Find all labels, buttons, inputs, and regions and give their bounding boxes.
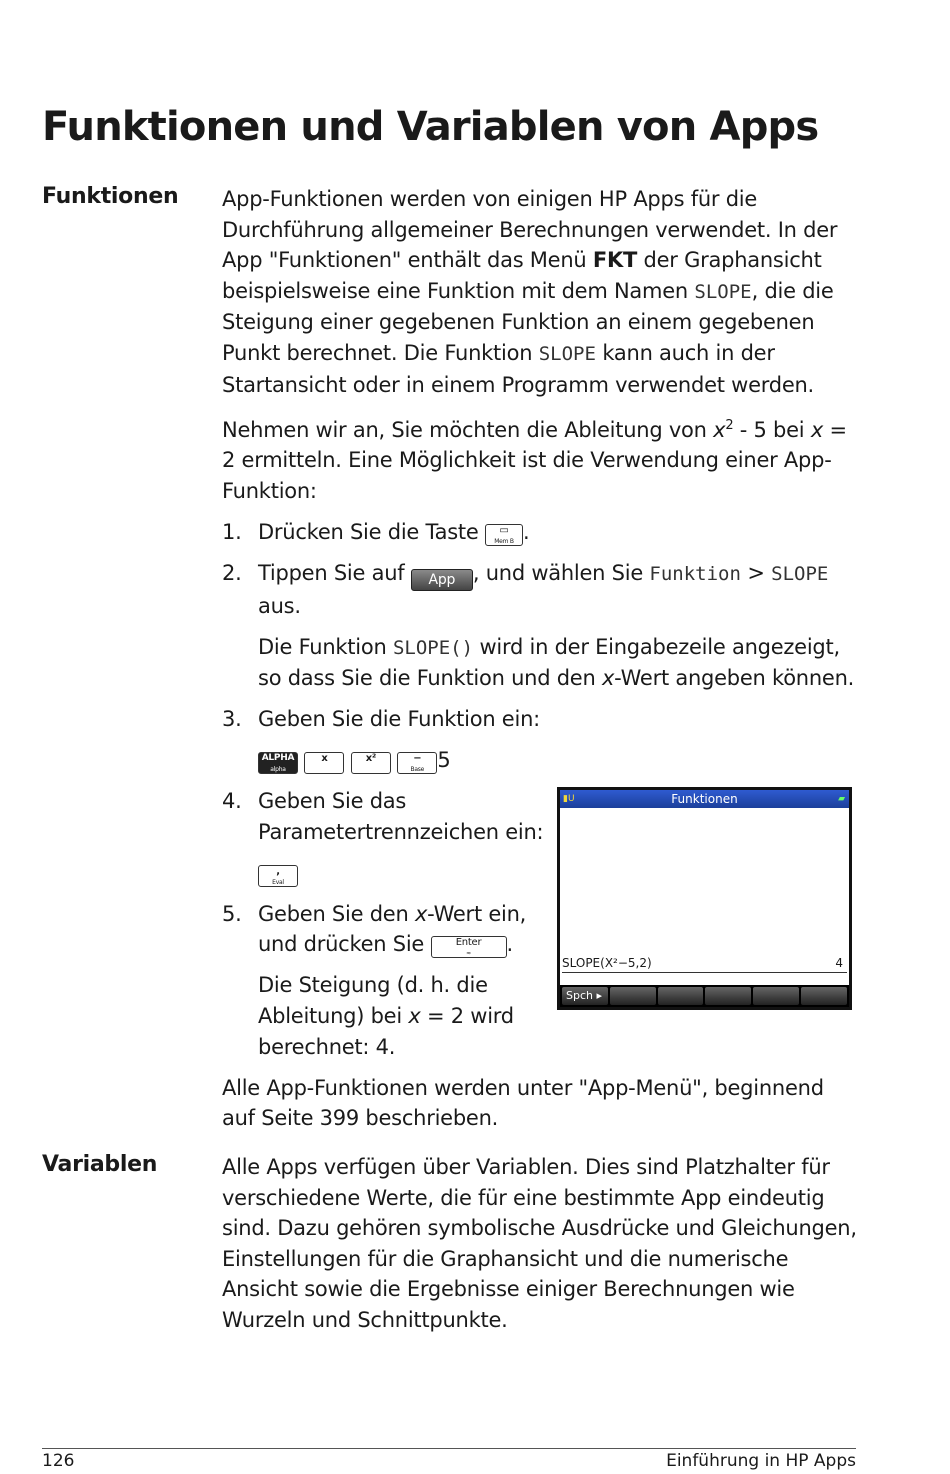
step-5-result: Die Steigung (d. h. die Ableitung) bei x = 2 wird berechnet: 4.	[258, 973, 514, 1059]
angle-mode-icon: ▮U	[563, 794, 575, 804]
apps-key-icon: ▭ Mem B	[485, 524, 523, 546]
step-3: 3. Geben Sie die Funktion ein:	[222, 707, 540, 732]
battery-icon: ▰	[838, 794, 845, 804]
code-slope: SLOPE	[538, 342, 596, 365]
paragraph-example: Nehmen wir an, Sie möchten die Ableitung von $x^2 - 5$ bei x = 2 ermitteln. Eine Möglichkeit ist die Verwendung einer App-Funktion:	[222, 417, 847, 503]
page-title: Funktionen und Variablen von Apps	[42, 104, 819, 150]
code-slope: SLOPE	[694, 280, 752, 303]
calculator-softkey-menu: Spch ▸	[560, 985, 849, 1007]
x-key-icon: x	[304, 752, 344, 774]
comma-key-icon: , Eval	[258, 865, 298, 887]
step-2-note: Die Funktion SLOPE() wird in der Eingabezeile angezeigt, so dass Sie die Funktion und den x-Wert angeben können.	[258, 634, 855, 691]
step-4: 4. Geben Sie das Parametertrennzeichen ein:	[222, 789, 544, 844]
app-softkey-icon: App	[411, 569, 473, 591]
calculator-result: 4	[835, 956, 843, 970]
paragraph-intro: App-Funktionen werden von einigen HP Apps für die Durchführung allgemeiner Berechnungen verwendet. In der App "Funktionen" enthält das Menü FKT der Graphansicht beispielsweise eine Funktion mit dem Namen SLOPE, die die Steigung einer gegebenen Funktion an einem gegebenen Punkt berechnet. Die Funktion SLOPE kann auch in der Startansicht oder in einem Programm verwendet werden.	[222, 187, 838, 397]
footer-divider	[42, 1448, 856, 1449]
paragraph-variables: Alle Apps verfügen über Variablen. Dies sind Platzhalter für verschiedene Werte, die für eine bestimmte App eindeutig sind. Dazu gehören symbolische Ausdrücke und Gleichungen, Einstellungen für die Graphansicht und die numerische Ansicht sowie die Ergebnisse einiger Berechnungen wie Wurzeln und Schnittpunkte.	[222, 1155, 857, 1332]
x-squared-key-icon: x²	[351, 752, 391, 774]
page-number: 126	[42, 1451, 75, 1471]
section-heading-variablen: Variablen	[42, 1152, 158, 1177]
minus-key-icon: − Base	[397, 752, 437, 774]
section-body-variablen	[222, 1152, 862, 1346]
step-5: 5. Geben Sie den x-Wert ein, und drücken Sie Enter ≈ .	[222, 901, 527, 958]
calculator-screenshot	[557, 787, 852, 1010]
chapter-title: Einführung in HP Apps	[666, 1451, 856, 1471]
alpha-key-icon: ALPHA alpha	[258, 752, 298, 774]
step-2: 2. Tippen Sie auf App , und wählen Sie Funktion > SLOPE aus.	[222, 560, 829, 618]
section-heading-funktionen: Funktionen	[42, 184, 179, 209]
enter-key-icon: Enter ≈	[431, 936, 507, 958]
step-1: 1. Drücken Sie die Taste ▭ Mem B .	[222, 519, 530, 545]
paragraph-reference: Alle App-Funktionen werden unter "App-Menü", beginnend auf Seite 399 beschrieben.	[222, 1075, 824, 1131]
calculator-entry-line: SLOPE(X²−5,2) 4	[562, 954, 847, 973]
step-3-keys: ALPHA alpha x x² − Base 5	[222, 745, 862, 776]
calculator-title-bar: ▮U Funktionen ▰	[560, 790, 849, 808]
